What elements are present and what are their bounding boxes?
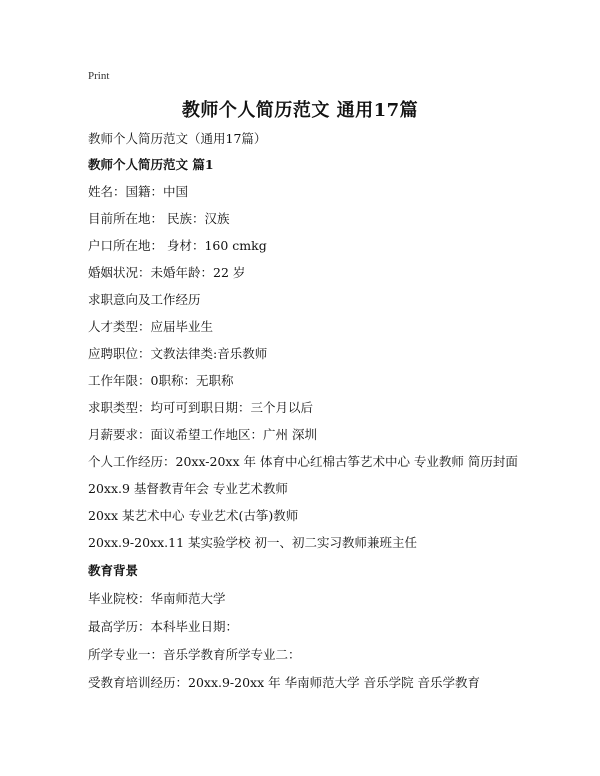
document-subtitle: 教师个人简历范文（通用17篇） — [88, 131, 267, 146]
page-title: 教师个人简历范文 通用17篇 — [181, 100, 419, 121]
line-name-nationality: 姓名：国籍：中国 — [88, 184, 189, 199]
line-marital-age: 婚姻状况：未婚年龄：22 岁 — [88, 265, 246, 280]
line-location-ethnicity: 目前所在地： 民族：汉族 — [88, 211, 230, 226]
print-label: Print — [88, 70, 110, 82]
line-hukou-height: 户口所在地： 身材：160 cmkg — [88, 238, 267, 253]
line-salary-area: 月薪要求：面议希望工作地区：广州 深圳 — [88, 427, 317, 442]
line-job-type: 求职类型：均可可到职日期：三个月以后 — [88, 400, 314, 415]
section-heading-article1: 教师个人简历范文 篇1 — [88, 157, 214, 172]
line-job-intent-heading: 求职意向及工作经历 — [88, 292, 201, 307]
section-heading-education: 教育背景 — [88, 563, 139, 578]
line-school: 毕业院校：华南师范大学 — [88, 591, 226, 606]
line-training: 受教育培训经历：20xx.9-20xx 年 华南师范大学 音乐学院 音乐学教育 — [88, 675, 481, 690]
line-major: 所学专业一：音乐学教育所学专业二： — [88, 647, 301, 662]
line-experience-title: 工作年限：0职称：无职称 — [88, 373, 234, 388]
line-work-history-2: 20xx.9 基督教青年会 专业艺术教师 — [88, 481, 288, 496]
line-degree: 最高学历：本科毕业日期： — [88, 619, 239, 634]
line-work-history-1: 个人工作经历：20xx-20xx 年 体育中心红棉古筝艺术中心 专业教师 简历封面 — [88, 454, 518, 469]
line-work-history-4: 20xx.9-20xx.11 某实验学校 初一、初二实习教师兼班主任 — [88, 535, 417, 550]
line-talent-type: 人才类型：应届毕业生 — [88, 319, 214, 334]
line-position: 应聘职位：文教法律类:音乐教师 — [88, 346, 268, 361]
line-work-history-3: 20xx 某艺术中心 专业艺术(古筝)教师 — [88, 508, 299, 523]
